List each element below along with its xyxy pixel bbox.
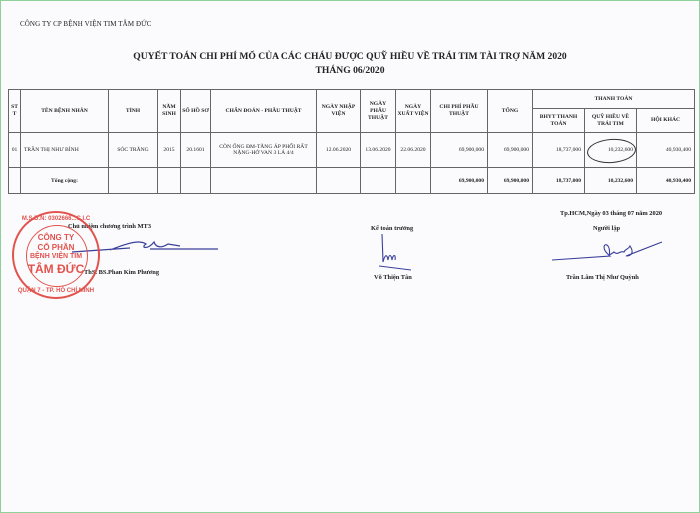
settlement-table <box>8 89 695 194</box>
company-stamp <box>12 211 100 299</box>
stamp-line-4: TÂM ĐỨC <box>27 262 85 276</box>
document-title <box>0 50 700 78</box>
totals-row <box>9 168 695 194</box>
handwritten-circle-mark <box>586 137 636 164</box>
stamp-ring-bottom: QUẬN 7 - TP. HỒ CHÍ MINH <box>17 288 95 294</box>
accountant-name: Võ Thiện Tân <box>374 274 412 281</box>
col-discharge-date: NGÀY XUẤT VIỆN <box>396 90 431 133</box>
cell-surgery-date: 13.06.2020 <box>361 133 396 168</box>
cell-birth-year: 2015 <box>158 133 181 168</box>
cell-province: SÓC TRĂNG <box>109 133 158 168</box>
title-month: THÁNG 06/2020 <box>315 65 385 76</box>
cell-empty <box>158 168 181 194</box>
col-surgery-date: NGÀY PHẪU THUẬT <box>361 90 396 133</box>
cell-total: 69,900,000 <box>488 133 533 168</box>
cell-empty <box>396 168 431 194</box>
col-province: TỈNH <box>109 90 158 133</box>
totals-label: Tổng cộng: <box>21 168 109 194</box>
col-total: TỔNG <box>488 90 533 133</box>
total-surgery-cost: 69,900,000 <box>431 168 488 194</box>
preparer-signature <box>550 238 670 266</box>
cell-empty <box>211 168 317 194</box>
col-fund: QUỸ HIỀU VỀ TRÁI TIM <box>585 109 637 133</box>
cell-fund-value: 10,232,600 <box>607 147 633 153</box>
col-stt: ST T <box>9 90 21 133</box>
total-fund: 10,232,600 <box>585 168 637 194</box>
col-record-no: SỐ HỒ SƠ <box>181 90 211 133</box>
stamp-line-1: CÔNG TY <box>37 233 75 242</box>
stamp-ring-top: M.S.D.N: 0302666...C.I.C <box>21 216 91 222</box>
stamp-line-2: CỔ PHẦN <box>37 243 75 252</box>
cell-patient-name: TRẦN THỊ NHƯ BÌNH <box>21 133 109 168</box>
accountant-signature <box>375 232 415 272</box>
cell-empty <box>317 168 361 194</box>
accountant-title: Kế toán trưởng <box>371 225 414 232</box>
cell-record-no: 20.1601 <box>181 133 211 168</box>
col-birth-year: NĂM SINH <box>158 90 181 133</box>
total-other: 40,930,400 <box>637 168 695 194</box>
col-admission-date: NGÀY NHẬP VIỆN <box>317 90 361 133</box>
cell-bhyt: 18,737,000 <box>533 133 585 168</box>
total-total: 69,900,000 <box>488 168 533 194</box>
cell-surgery-cost: 69,900,000 <box>431 133 488 168</box>
col-surgery-cost: CHI PHÍ PHẪU THUẬT <box>431 90 488 133</box>
col-patient-name: TÊN BỆNH NHÂN <box>21 90 109 133</box>
preparer-name: Trần Lâm Thị Như Quỳnh <box>566 274 639 281</box>
cell-other: 40,930,400 <box>637 133 695 168</box>
date-line: Tp.HCM,Ngày 03 tháng 07 năm 2020 <box>560 210 663 217</box>
cell-empty <box>9 168 21 194</box>
table-row <box>9 133 695 168</box>
col-payment-group: THANH TOÁN <box>533 90 695 109</box>
title-main: QUYẾT TOÁN CHI PHÍ MỔ CỦA CÁC CHÁU ĐƯỢC QUỸ HIỀU VỀ TRÁI TIM TÀI TRỢ NĂM 2020 <box>133 51 567 62</box>
program-head-name: ThS. BS.Phan Kim Phương <box>84 269 160 276</box>
stamp-line-3: BỆNH VIỆN TIM <box>29 253 83 260</box>
cell-admission-date: 12.06.2020 <box>317 133 361 168</box>
col-diagnosis: CHẨN ĐOÁN - PHẪU THUẬT <box>211 90 317 133</box>
cell-empty <box>181 168 211 194</box>
col-other: HỘI KHÁC <box>637 109 695 133</box>
program-head-title: Chủ nhiệm chương trình MT3 <box>68 223 152 230</box>
col-bhyt: BHYT THANH TOÁN <box>533 109 585 133</box>
cell-stt: 01 <box>9 133 21 168</box>
preparer-title: Người lập <box>593 225 621 232</box>
cell-empty <box>109 168 158 194</box>
cell-empty <box>361 168 396 194</box>
cell-diagnosis: CÒN ỐNG ĐM-TĂNG ÁP PHỔI RẤT NẶNG-HỞ VAN 3 LÁ 4/4 <box>211 133 317 168</box>
cell-fund <box>585 133 637 168</box>
cell-discharge-date: 22.06.2020 <box>396 133 431 168</box>
total-bhyt: 18,737,000 <box>533 168 585 194</box>
header-row <box>9 90 695 109</box>
company-name: CÔNG TY CP BỆNH VIỆN TIM TÂM ĐỨC <box>20 20 152 28</box>
